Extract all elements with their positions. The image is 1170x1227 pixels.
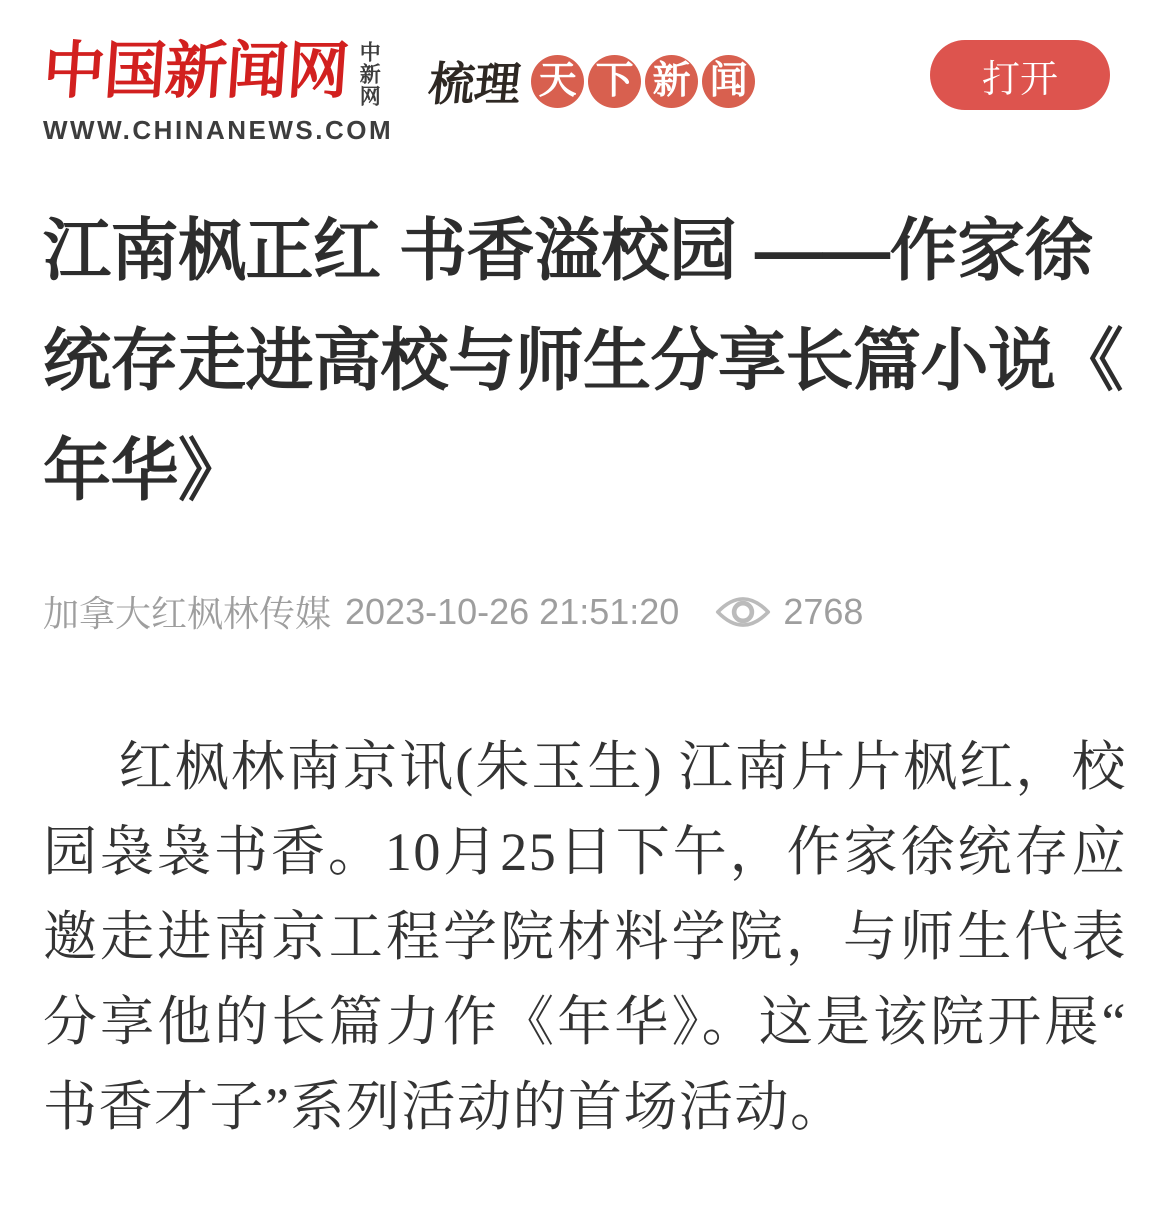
chinanews-logo[interactable] bbox=[40, 36, 394, 146]
slogan-banner bbox=[426, 48, 755, 114]
article-publish-time: 2023-10-26 21:51:20 bbox=[345, 590, 680, 632]
site-header bbox=[40, 36, 1127, 146]
slogan-circle-char: 天 bbox=[531, 55, 584, 108]
slogan-circle-char: 闻 bbox=[702, 55, 755, 108]
slogan-prefix-text: 梳理 bbox=[426, 58, 524, 110]
logo-side-text: 中新网 bbox=[357, 41, 381, 107]
eye-icon bbox=[715, 592, 771, 632]
slogan-circle-char: 新 bbox=[645, 55, 698, 108]
open-app-button[interactable]: 打开 bbox=[930, 40, 1110, 110]
view-count: 2768 bbox=[783, 590, 864, 632]
article-title: 江南枫正红 书香溢校园 ——作家徐统存走进高校与师生分享长篇小说《年华》 bbox=[43, 213, 1124, 510]
article-body-paragraph: 红枫林南京讯(朱玉生) 江南片片枫红，校园袅袅书香。10月25日下午，作家徐统存应邀走进南京工程学院材料学院，与师生代表分享他的长篇力作《年华》。这是该院开展“书香才子”系列活动的首场活动。 bbox=[43, 737, 1127, 1138]
slogan-circle-char: 下 bbox=[588, 55, 641, 108]
logo-calligraphy-text: 中国新闻网 bbox=[40, 37, 351, 106]
logo-row bbox=[40, 36, 393, 107]
article-byline bbox=[43, 586, 1127, 637]
article-source: 加拿大红枫林传媒 bbox=[43, 593, 332, 635]
logo-site-url: WWW.CHINANEWS.COM bbox=[43, 115, 394, 146]
